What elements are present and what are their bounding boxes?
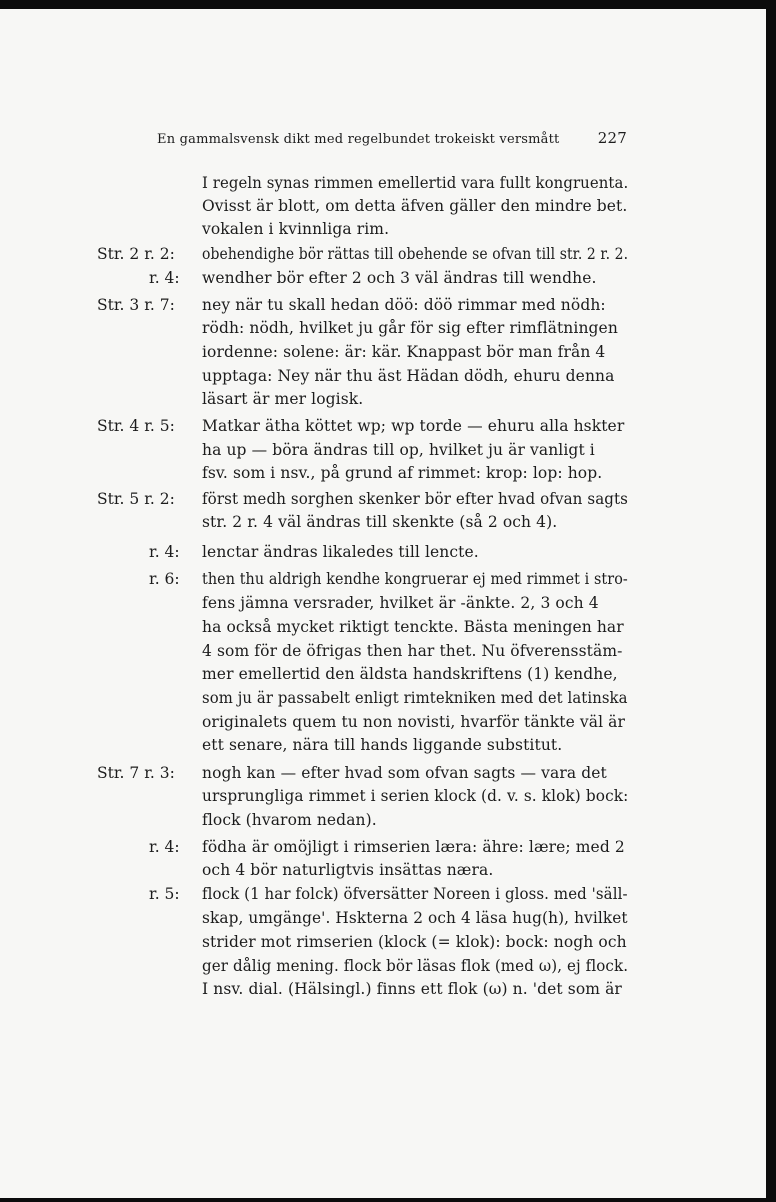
entry-label: r. 4: — [149, 838, 180, 856]
text-line: originalets quem tu non novisti, hvarför tänkte väl är — [202, 713, 626, 731]
text-line: upptaga: Ney när thu äst Hädan dödh, ehuru denna — [202, 367, 615, 385]
text-line: str. 2 r. 4 väl ändras till skenkte (så 2 och 4). — [202, 513, 558, 531]
text-line: ney när tu skall hedan döö: döö rimmar med nödh: — [202, 296, 606, 314]
text-line: then thu aldrigh kendhe kongruerar ej med rimmet i stro- — [202, 570, 628, 588]
text-line: obehendighe bör rättas till obehende se ofvan till str. 2 r. 2. — [202, 245, 629, 263]
entry-label: r. 5: — [149, 885, 180, 903]
entry-label: Str. 2 r. 2: — [97, 245, 175, 263]
entry-label: Str. 7 r. 3: — [97, 764, 175, 782]
text-line: strider mot rimserien (klock (= klok): bock: nogh och — [202, 933, 627, 951]
entry-label: r. 4: — [149, 543, 180, 561]
text-line: mer emellertid den äldsta handskriftens (1) kendhe, — [202, 665, 618, 683]
entry-label: r. 4: — [149, 269, 180, 287]
text-line: ger dålig mening. flock bör läsas flok (med ω), ej flock. — [202, 957, 629, 975]
text-line: flock (1 har folck) öfversätter Noreen i gloss. med 'säll- — [202, 885, 628, 903]
text-line: lenctar ändras likaledes till lencte. — [202, 543, 479, 561]
text-line: I regeln synas rimmen emellertid vara fullt kongruenta. — [202, 174, 629, 192]
text-line: ha också mycket riktigt tenckte. Bästa meningen har — [202, 618, 624, 636]
text-line: fens jämna versrader, hvilket är -änkte. 2, 3 och 4 — [202, 594, 599, 612]
text-line: först medh sorghen skenker bör efter hvad ofvan sagts — [202, 490, 629, 508]
text-line: och 4 bör naturligtvis insättas næra. — [202, 861, 494, 879]
text-line: Ovisst är blott, om detta äfven gäller den mindre bet. — [202, 197, 628, 215]
entry-label: Str. 3 r. 7: — [97, 296, 175, 314]
text-line: fsv. som i nsv., på grund af rimmet: krop: lop: hop. — [202, 464, 603, 482]
text-line: ett senare, nära till hands liggande substitut. — [202, 736, 563, 754]
text-line: nogh kan — efter hvad som ofvan sagts — vara det — [202, 764, 607, 782]
text-line: som ju är passabelt enligt rimtekniken med det latinska — [202, 689, 628, 707]
text-line: rödh: nödh, hvilket ju går för sig efter rimflätningen — [202, 319, 618, 337]
text-line: läsart är mer logisk. — [202, 390, 364, 408]
text-line: wendher bör efter 2 och 3 väl ändras till wendhe. — [202, 269, 597, 287]
text-line: 4 som för de öfrigas then har thet. Nu öfverensstäm- — [202, 642, 623, 660]
entry-label: r. 6: — [149, 570, 180, 588]
scan-border-top — [0, 0, 776, 9]
text-line: födha är omöjligt i rimserien læra: ähre: lære; med 2 — [202, 838, 625, 856]
text-line: iordenne: solene: är: kär. Knappast bör man från 4 — [202, 343, 606, 361]
running-title: En gammalsvensk dikt med regelbundet trokeiskt versmått — [157, 132, 560, 147]
text-line: ursprungliga rimmet i serien klock (d. v. s. klok) bock: — [202, 787, 629, 805]
text-line: ha up — böra ändras till op, hvilket ju är vanligt i — [202, 441, 595, 459]
entry-label: Str. 5 r. 2: — [97, 490, 175, 508]
scan-border-bottom — [0, 1198, 776, 1202]
text-line: flock (hvarom nedan). — [202, 811, 377, 829]
text-line: skap, umgänge'. Hskterna 2 och 4 läsa hug(h), hvilket — [202, 909, 628, 927]
text-line: I nsv. dial. (Hälsingl.) finns ett flok (ω) n. 'det som är — [202, 980, 622, 998]
scan-border-right — [766, 0, 776, 1202]
text-line: Matkar ätha köttet wp; wp torde — ehuru alla hskter — [202, 417, 625, 435]
entry-label: Str. 4 r. 5: — [97, 417, 175, 435]
page-number: 227 — [597, 129, 627, 147]
text-line: vokalen i kvinnliga rim. — [202, 220, 390, 238]
